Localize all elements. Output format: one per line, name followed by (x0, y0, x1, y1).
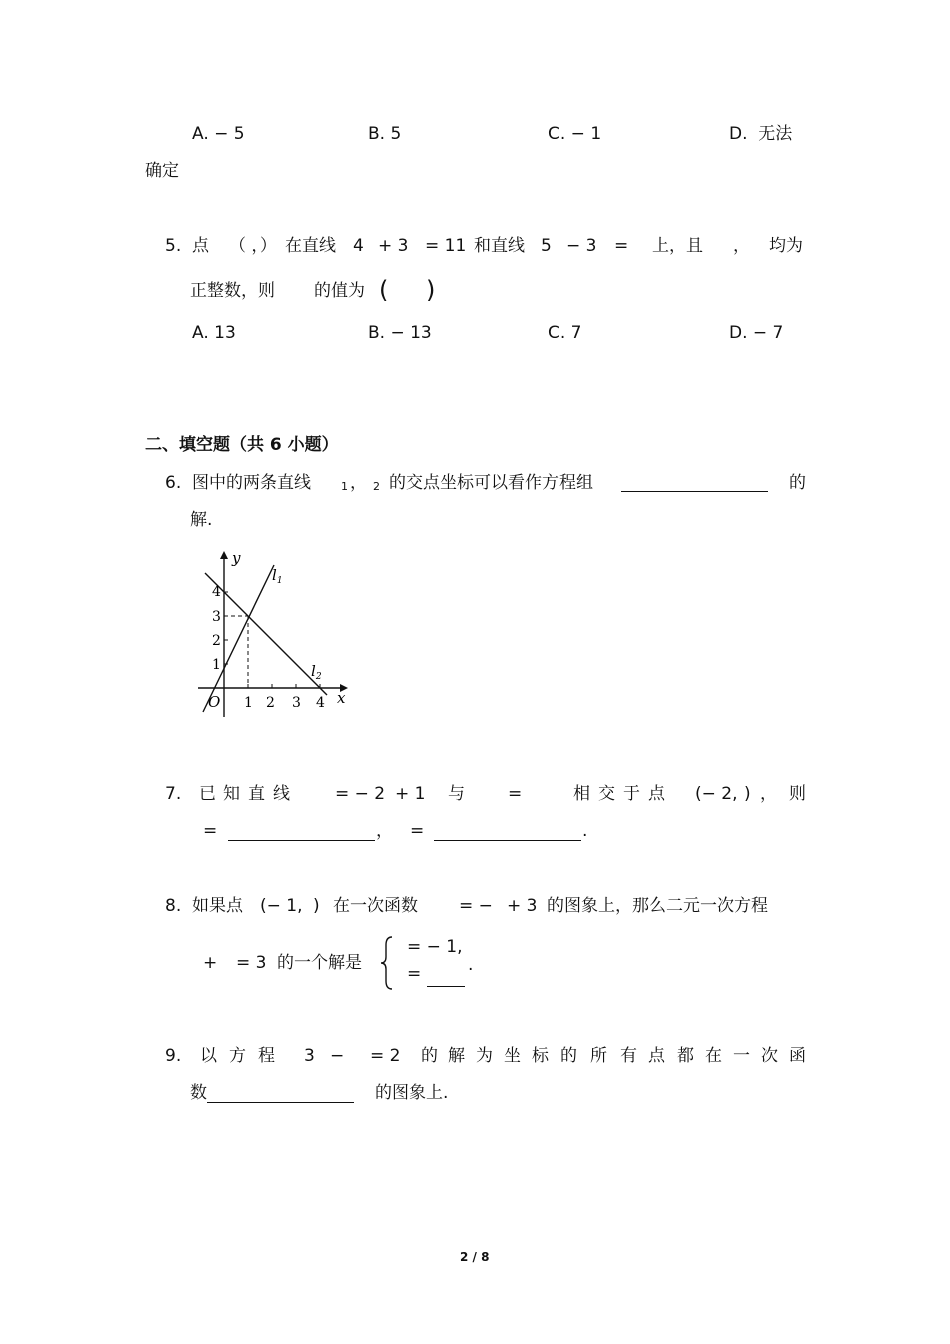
l1-label: $l_1$ (272, 566, 283, 586)
q7-number: 7. (165, 784, 182, 804)
q5-answer-paren-open: ( (379, 276, 389, 304)
q7-text: ) (744, 784, 751, 804)
q9-text: 有 (620, 1046, 637, 1066)
q5-text: 点 (192, 236, 209, 256)
y-tick-label: 4 (212, 584, 221, 600)
q5-number: 5. (165, 236, 182, 256)
q7-text: 则 (789, 784, 806, 804)
q5-text: ， (733, 236, 750, 256)
q7-answer-blank-1[interactable] (228, 840, 375, 841)
q4-option-d: D. 无法 (729, 124, 793, 144)
q8-text: + (203, 953, 218, 973)
q9-text: − (330, 1046, 345, 1066)
x-tick-label: 2 (266, 695, 275, 711)
q9-text: 一 (733, 1046, 750, 1066)
q5-text: = 11 (425, 236, 467, 256)
q6-subscript: 1 (341, 480, 348, 493)
q9-text: 数 (190, 1083, 207, 1103)
q8-text: ) (313, 896, 320, 916)
section-title: 二、填空题（共 6 小题） (145, 435, 339, 455)
q5-answer-paren-close: ) (426, 276, 436, 304)
q9-text: 程 (258, 1046, 275, 1066)
q4-option-a: A. − 5 (192, 124, 245, 144)
q6-number: 6. (165, 473, 182, 493)
q7-text: = (508, 784, 523, 804)
q8-answer-blank[interactable] (427, 986, 465, 987)
q5-text: 正整数，则 (190, 281, 275, 301)
q9-text: 所 (590, 1046, 607, 1066)
q7-text: (− 2, (695, 784, 738, 804)
q7-text: 已 (199, 784, 216, 804)
q7-text: ， (760, 784, 777, 804)
q7-text: 直 (248, 784, 265, 804)
q7-text: 相 (573, 784, 590, 804)
q6-subscript: 2 (373, 480, 380, 493)
q9-text: 的 (560, 1046, 577, 1066)
q5-text: − 3 (566, 236, 597, 256)
q6-text: 的 (789, 473, 806, 493)
q9-text: 以 (200, 1046, 217, 1066)
q9-text: 函 (789, 1046, 806, 1066)
q9-text: 次 (761, 1046, 778, 1066)
q7-text: 线 (273, 784, 290, 804)
q7-text: 点 (648, 784, 665, 804)
q4-option-b: B. 5 (368, 124, 402, 144)
q5-text: 上，且 (652, 236, 703, 256)
q8-number: 8. (165, 896, 182, 916)
q8-text: 如果点 (192, 896, 243, 916)
q6-text: 的交点坐标可以看作方程组 (389, 473, 593, 493)
q7-text: = − 2 (335, 784, 386, 804)
q5-text: 4 (353, 236, 364, 256)
q5-option-b: B. − 13 (368, 323, 432, 343)
q8-text: . (468, 955, 474, 975)
q7-text: . (582, 821, 588, 841)
q4-option-c: C. − 1 (548, 124, 602, 144)
q9-text: 都 (677, 1046, 694, 1066)
q5-option-a: A. 13 (192, 323, 236, 343)
q4-option-d-continued: 确定 (145, 161, 179, 181)
q5-text: 在直线 (285, 236, 336, 256)
q7-text: 于 (623, 784, 640, 804)
q6-graph (190, 545, 354, 731)
q8-text: 的一个解是 (277, 953, 362, 973)
q9-number: 9. (165, 1046, 182, 1066)
q9-text: 解 (448, 1046, 465, 1066)
q8-system-line-1: = − 1, (407, 937, 463, 957)
q9-text: 的图象上. (375, 1083, 449, 1103)
q5-option-d: D. − 7 (729, 323, 784, 343)
q6-text: 图中的两条直线 (192, 473, 311, 493)
q9-text: 为 (476, 1046, 493, 1066)
y-tick-label: 3 (212, 609, 221, 625)
x-tick-label: 4 (316, 695, 325, 711)
q8-text: = 3 (236, 953, 267, 973)
q7-answer-blank-2[interactable] (434, 840, 581, 841)
q5-text: 5 (541, 236, 552, 256)
q7-text: 与 (448, 784, 465, 804)
q6-comma: ， (350, 473, 367, 493)
q6-answer-blank[interactable] (621, 491, 768, 492)
q5-option-c: C. 7 (548, 323, 582, 343)
q7-text: = (410, 821, 425, 841)
q9-text: 点 (648, 1046, 665, 1066)
q9-text: 标 (532, 1046, 549, 1066)
q5-text: 的值为 (314, 281, 365, 301)
q9-text: 3 (304, 1046, 315, 1066)
q5-text: 均为 (769, 236, 803, 256)
q8-system-brace (380, 935, 396, 991)
q8-text: (− 1, (260, 896, 303, 916)
q9-text: 坐 (504, 1046, 521, 1066)
q7-text: + 1 (395, 784, 426, 804)
x-axis-label: x (337, 689, 346, 707)
q9-text: = 2 (370, 1046, 401, 1066)
q5-text: + 3 (378, 236, 409, 256)
q8-text: 的图象上，那么二元一次方程 (547, 896, 768, 916)
q7-text: ， (376, 821, 393, 841)
x-tick-label: 3 (292, 695, 301, 711)
y-tick-label: 1 (212, 657, 221, 673)
q8-text: 在一次函数 (333, 896, 418, 916)
q9-text: 方 (229, 1046, 246, 1066)
x-tick-label: 1 (244, 695, 253, 711)
q9-text: 的 (421, 1046, 438, 1066)
l2-label: $l_2$ (311, 662, 322, 682)
q5-text: （ ，） (229, 236, 277, 256)
q7-text: = (203, 821, 218, 841)
y-axis-label: y (232, 549, 241, 567)
q7-text: 知 (223, 784, 240, 804)
q8-text: = − (459, 896, 493, 916)
q9-text: 在 (705, 1046, 722, 1066)
q9-answer-blank[interactable] (207, 1102, 354, 1103)
page-number: 2 / 8 (460, 1250, 490, 1264)
q7-text: 交 (598, 784, 615, 804)
origin-label: O (208, 693, 221, 711)
q5-text: 和直线 (474, 236, 525, 256)
q6-text: 解. (190, 510, 213, 530)
q8-text: + 3 (507, 896, 538, 916)
q5-text: = (614, 236, 629, 256)
q8-system-line-2: = (407, 964, 422, 984)
y-tick-label: 2 (212, 633, 221, 649)
